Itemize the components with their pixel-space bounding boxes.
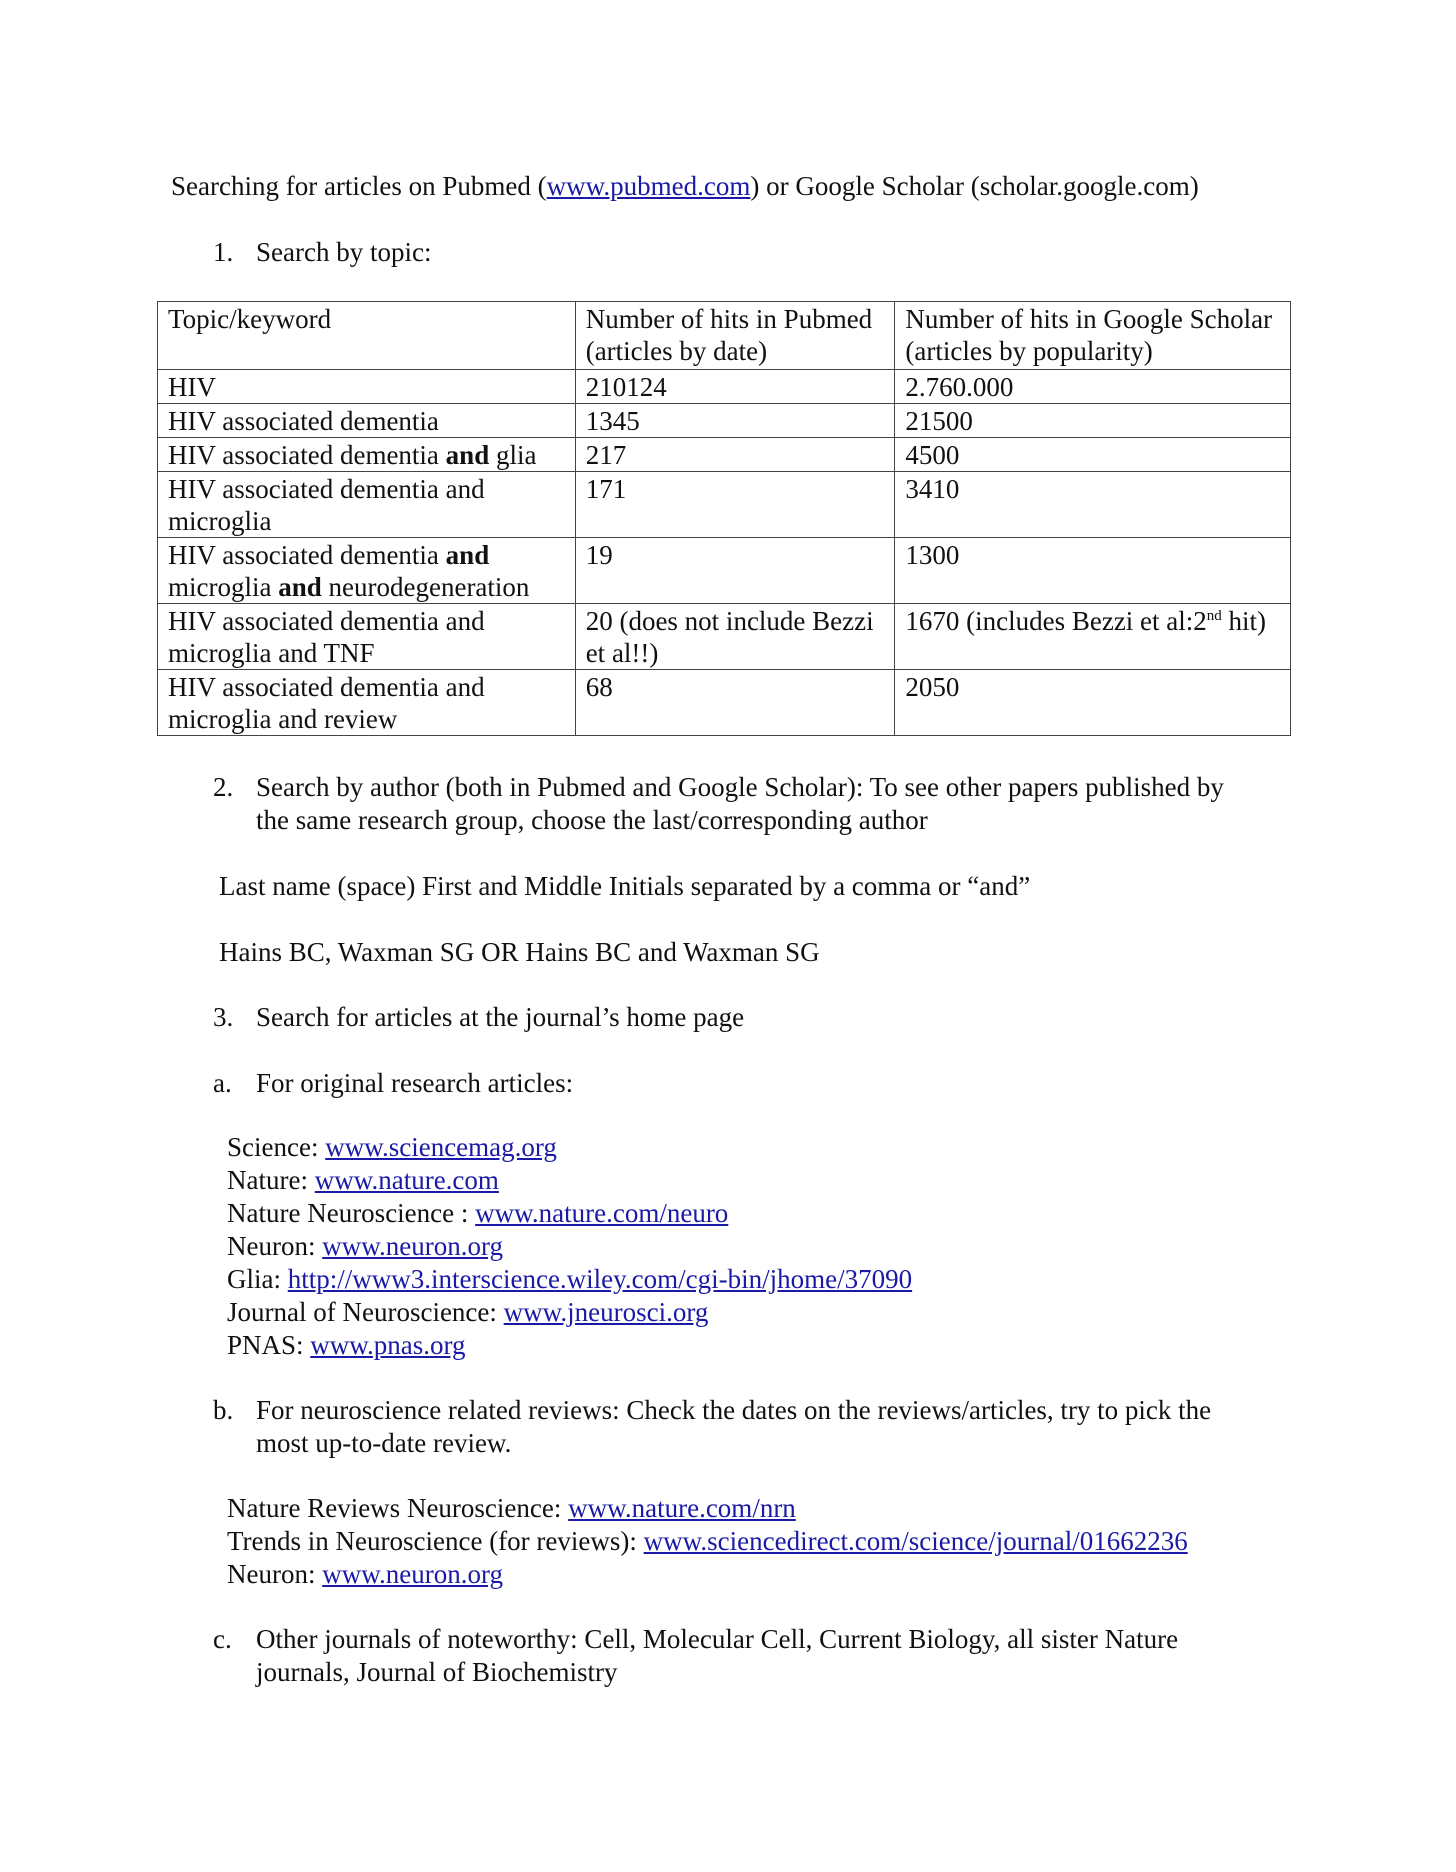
- header-topic: Topic/keyword: [158, 302, 576, 370]
- journal-link[interactable]: www.sciencemag.org: [325, 1132, 557, 1162]
- journal-name: Nature Neuroscience :: [227, 1198, 476, 1228]
- row-pubmed-hits: 171: [575, 472, 895, 538]
- sub-a-letter: a.: [213, 1068, 232, 1098]
- row-scholar-hits: 3410: [895, 472, 1291, 538]
- sub-c-letter: c.: [213, 1624, 232, 1654]
- row-scholar-hits: 1300: [895, 538, 1291, 604]
- section-1-title: Search by topic:: [256, 237, 432, 267]
- row-pubmed-hits: 68: [575, 670, 895, 736]
- journal-item: [227, 1197, 728, 1230]
- table-row: [158, 670, 1291, 736]
- journal-name: Glia:: [227, 1264, 288, 1294]
- journal-item: [227, 1131, 557, 1164]
- journal-item: [227, 1164, 499, 1197]
- intro-line: [171, 170, 1199, 203]
- topic-text: glia: [489, 440, 537, 470]
- journal-item: [227, 1329, 466, 1362]
- table-row: [158, 370, 1291, 404]
- journal-item: [227, 1492, 796, 1525]
- sub-c-line-1: Other journals of noteworthy: Cell, Molecular Cell, Current Biology, all sister Nature: [256, 1624, 1179, 1654]
- row-scholar-hits: 4500: [895, 438, 1291, 472]
- journal-name: Trends in Neuroscience (for reviews):: [227, 1526, 644, 1556]
- table-row: [158, 604, 1291, 670]
- table-row: [158, 404, 1291, 438]
- sub-b-line-2: most up-to-date review.: [256, 1428, 512, 1458]
- topic-text: neurodegeneration: [321, 572, 530, 602]
- row-scholar-hits: 21500: [895, 404, 1291, 438]
- sub-b-letter: b.: [213, 1395, 234, 1425]
- pubmed-link[interactable]: www.pubmed.com: [546, 171, 751, 201]
- scholar-text: 1670 (includes Bezzi et al:2: [905, 606, 1207, 636]
- row-pubmed-hits: 19: [575, 538, 895, 604]
- row-topic: HIV associated dementia and microglia: [158, 472, 576, 538]
- row-pubmed-hits: 20 (does not include Bezzi et al!!): [575, 604, 895, 670]
- topic-text: HIV associated dementia: [168, 540, 446, 570]
- row-topic: HIV associated dementia: [158, 404, 576, 438]
- scholar-text: hit): [1221, 606, 1267, 636]
- hits-table: [157, 301, 1291, 736]
- journal-link[interactable]: www.nature.com/neuro: [475, 1198, 729, 1228]
- ordinal-superscript: nd: [1206, 608, 1222, 624]
- topic-and-bold: and: [445, 440, 490, 470]
- row-topic: [158, 538, 576, 604]
- journal-item: [227, 1263, 912, 1296]
- table-row: [158, 538, 1291, 604]
- table-header-row: [158, 302, 1291, 370]
- header-pubmed: Number of hits in Pubmed (articles by date): [575, 302, 895, 370]
- row-pubmed-hits: 210124: [575, 370, 895, 404]
- section-1-number: 1.: [213, 237, 234, 267]
- journal-link[interactable]: www.nature.com: [314, 1165, 499, 1195]
- journal-item: [227, 1296, 708, 1329]
- journal-name: Neuron:: [227, 1559, 323, 1589]
- journal-link[interactable]: www.neuron.org: [322, 1231, 503, 1261]
- journal-link[interactable]: http://www3.interscience.wiley.com/cgi-bin/jhome/37090: [287, 1264, 913, 1294]
- row-scholar-hits: 2050: [895, 670, 1291, 736]
- section-2-number: 2.: [213, 772, 234, 802]
- intro-suffix: ) or Google Scholar (scholar.google.com): [750, 171, 1199, 201]
- journal-name: Science:: [227, 1132, 326, 1162]
- row-topic: HIV associated dementia and microglia and review: [158, 670, 576, 736]
- journal-link[interactable]: www.pnas.org: [310, 1330, 466, 1360]
- author-format-text: Last name (space) First and Middle Initials separated by a comma or “and”: [219, 871, 1031, 901]
- journal-name: Journal of Neuroscience:: [227, 1297, 504, 1327]
- journal-name: Nature Reviews Neuroscience:: [227, 1493, 569, 1523]
- journal-item: [227, 1525, 1188, 1558]
- row-pubmed-hits: 1345: [575, 404, 895, 438]
- author-example-text: Hains BC, Waxman SG OR Hains BC and Waxman SG: [219, 937, 820, 967]
- section-2-line-2: the same research group, choose the last/corresponding author: [256, 805, 928, 835]
- section-3-title: Search for articles at the journal’s home page: [256, 1002, 745, 1032]
- topic-text: microglia: [168, 572, 279, 602]
- topic-and-bold: and: [278, 572, 322, 602]
- journal-link[interactable]: www.sciencedirect.com/science/journal/01662236: [643, 1526, 1188, 1556]
- journal-name: PNAS:: [227, 1330, 311, 1360]
- row-topic: HIV associated dementia and microglia and TNF: [158, 604, 576, 670]
- journal-item: [227, 1230, 503, 1263]
- row-scholar-hits: [895, 604, 1291, 670]
- journal-link[interactable]: www.nature.com/nrn: [568, 1493, 796, 1523]
- section-2-line-1: Search by author (both in Pubmed and Google Scholar): To see other papers published by: [256, 772, 1224, 802]
- journal-item: [227, 1558, 503, 1591]
- table-row: [158, 472, 1291, 538]
- intro-prefix: Searching for articles on Pubmed (: [171, 171, 547, 201]
- journal-name: Nature:: [227, 1165, 315, 1195]
- journal-link[interactable]: www.neuron.org: [322, 1559, 503, 1589]
- journal-name: Neuron:: [227, 1231, 323, 1261]
- header-scholar: Number of hits in Google Scholar (articles by popularity): [895, 302, 1291, 370]
- row-topic: [158, 438, 576, 472]
- table-row: [158, 438, 1291, 472]
- row-scholar-hits: 2.760.000: [895, 370, 1291, 404]
- row-topic: HIV: [158, 370, 576, 404]
- sub-c-line-2: journals, Journal of Biochemistry: [256, 1657, 618, 1687]
- sub-a-title: For original research articles:: [256, 1068, 574, 1098]
- sub-b-line-1: For neuroscience related reviews: Check the dates on the reviews/articles, try to pick the: [256, 1395, 1212, 1425]
- row-pubmed-hits: 217: [575, 438, 895, 472]
- journal-link[interactable]: www.jneurosci.org: [503, 1297, 709, 1327]
- topic-and-bold: and: [445, 540, 490, 570]
- topic-text: HIV associated dementia: [168, 440, 446, 470]
- section-3-number: 3.: [213, 1002, 234, 1032]
